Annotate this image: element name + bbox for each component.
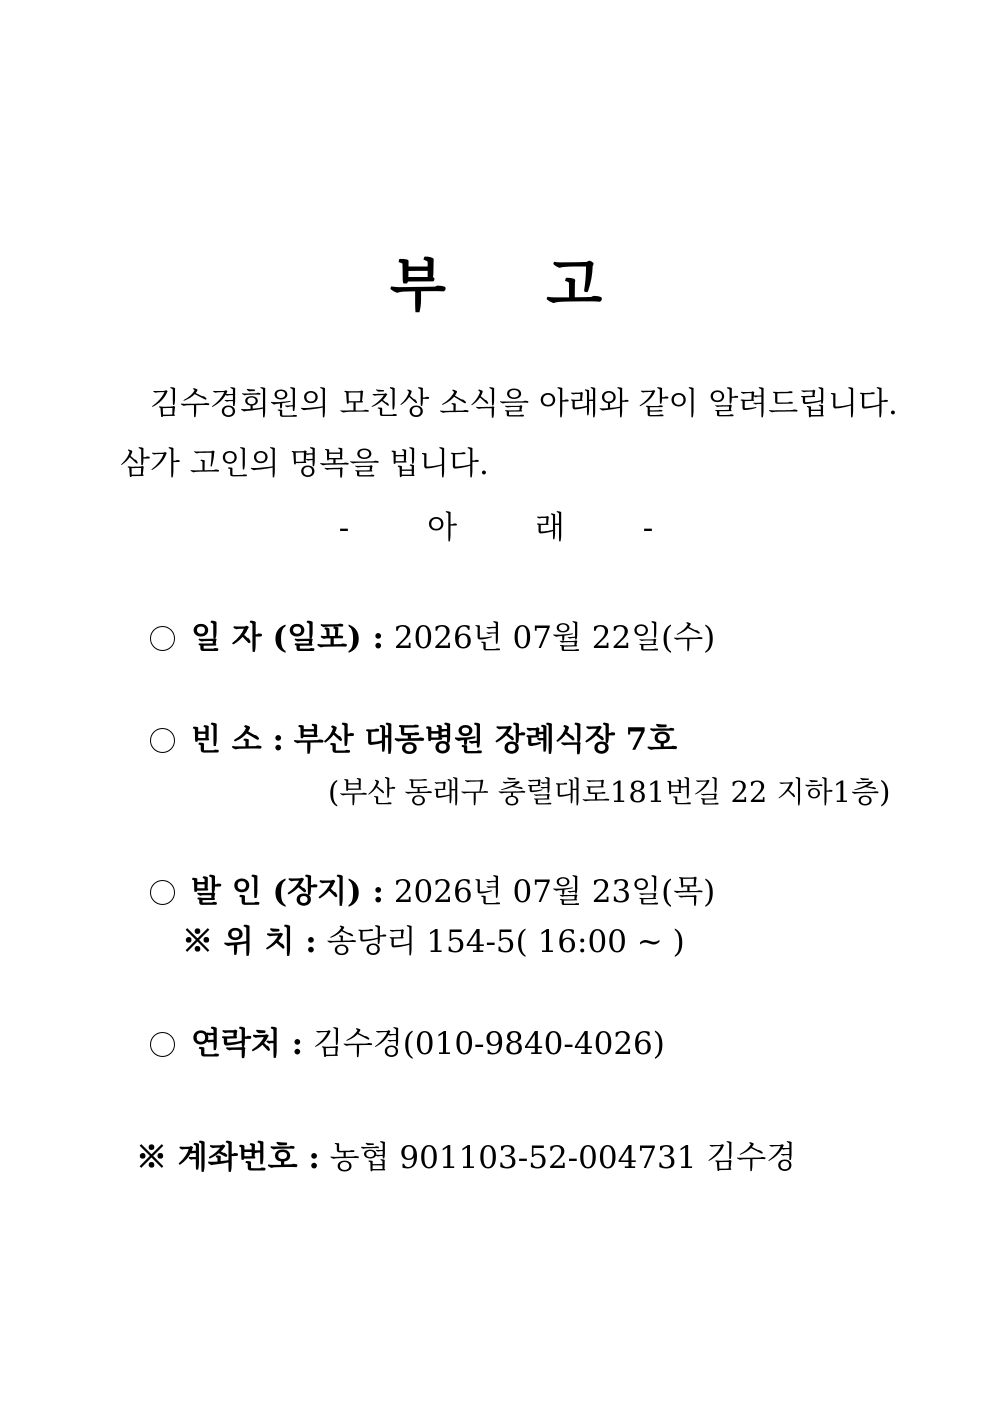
funeral-hall-address: (부산 동래구 충렬대로181번길 22 지하1층) bbox=[328, 775, 891, 809]
account-label: ※ 계좌번호 : bbox=[136, 1140, 320, 1176]
account-value: 농협 901103-52-004731 김수경 bbox=[329, 1140, 797, 1176]
page-title bbox=[0, 250, 992, 320]
circle-bullet-icon bbox=[150, 880, 175, 905]
location-row bbox=[182, 922, 685, 962]
funeral-hall-label: 빈 소 : bbox=[191, 722, 284, 758]
location-value: 송당리 154-5( 16:00 ~ ) bbox=[326, 924, 685, 960]
funeral-hall-row bbox=[150, 720, 677, 760]
intro-line-1: 김수경회원의 모친상 소식을 아래와 같이 알려드립니다. bbox=[150, 386, 898, 422]
contact-row bbox=[150, 1024, 665, 1064]
contact-label: 연락처 : bbox=[191, 1026, 304, 1062]
location-label: ※ 위 치 : bbox=[182, 924, 317, 960]
funeral-hall-value: 부산 대동병원 장례식장 7호 bbox=[293, 722, 678, 758]
subheading-dash-right: - bbox=[642, 510, 654, 546]
date-value: 2026년 07월 22일(수) bbox=[393, 620, 716, 656]
departure-value: 2026년 07월 23일(목) bbox=[393, 874, 716, 910]
account-row bbox=[136, 1138, 796, 1178]
circle-bullet-icon bbox=[150, 728, 175, 753]
circle-bullet-icon bbox=[150, 1032, 175, 1057]
circle-bullet-icon bbox=[150, 626, 175, 651]
subheading bbox=[0, 508, 992, 548]
departure-label: 발 인 (장지) : bbox=[191, 874, 384, 910]
intro-line-2: 삼가 고인의 명복을 빕니다. bbox=[120, 446, 489, 482]
date-label: 일 자 (일포) : bbox=[191, 620, 384, 656]
departure-row bbox=[150, 872, 715, 912]
subheading-char-2: 래 bbox=[534, 510, 565, 546]
subheading-char-1: 아 bbox=[427, 510, 458, 546]
title-char-2: 고 bbox=[546, 251, 603, 319]
subheading-dash-left: - bbox=[338, 510, 350, 546]
date-row bbox=[150, 618, 715, 658]
contact-value: 김수경(010-9840-4026) bbox=[312, 1026, 665, 1062]
title-char-1: 부 bbox=[389, 251, 446, 319]
